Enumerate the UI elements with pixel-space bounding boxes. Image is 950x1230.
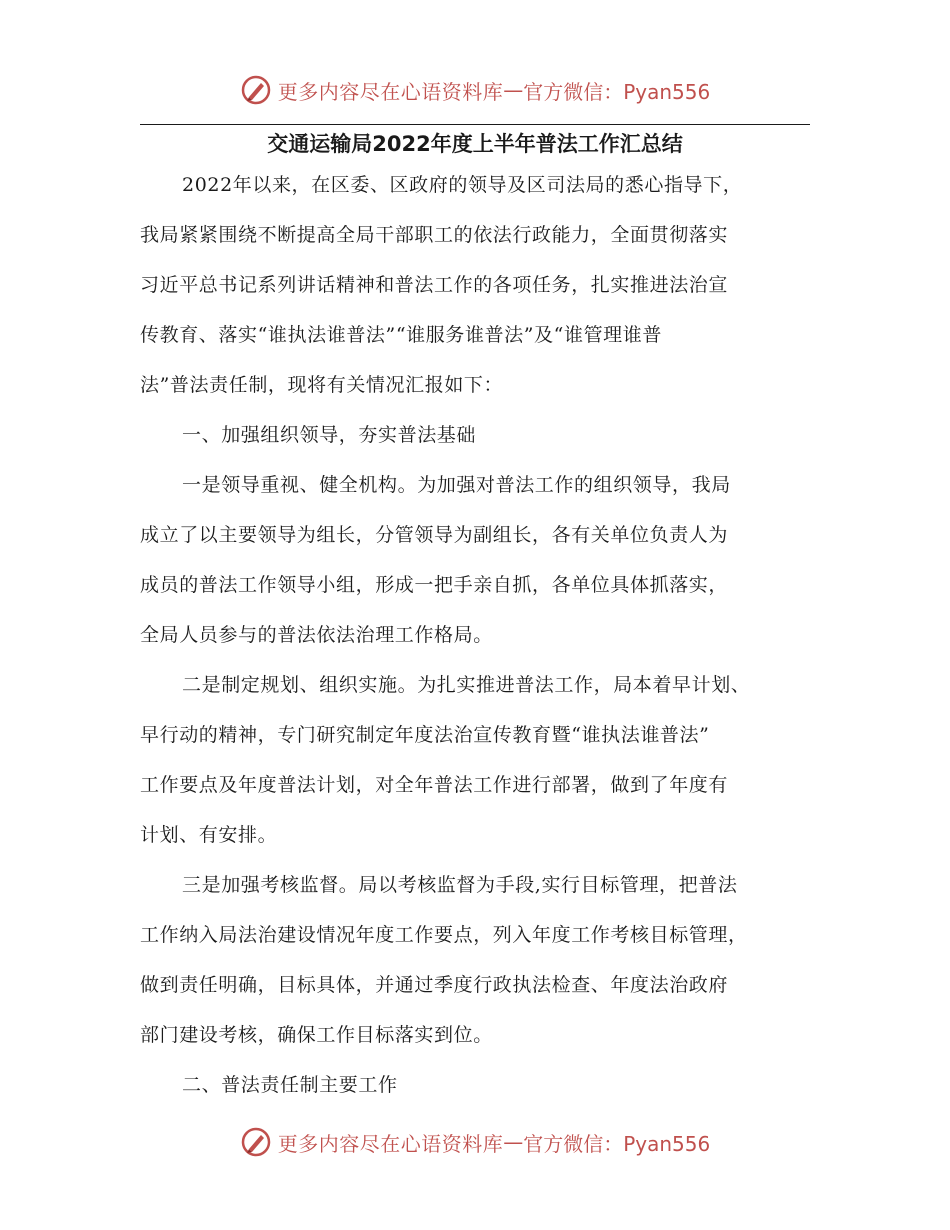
body-line: 我局紧紧围绕不断提高全局干部职工的依法行政能力，全面贯彻落实 [140,224,729,246]
body-line: 成员的普法工作领导小组，形成一把手亲自抓，各单位具体抓落实， [140,574,729,596]
body-line: 工作纳入局法治建设情况年度工作要点，列入年度工作考核目标管理， [140,924,748,946]
header-wechat-text: 官方微信：Pyan556 [523,79,711,104]
header-site-text: 更多内容尽在心语资料库 [277,79,504,104]
body-line: 全局人员参与的普法依法治理工作格局。 [140,624,493,646]
section-heading: 一、加强组织领导，夯实普法基础 [182,424,477,446]
body-line: 传教育、落实“谁执法谁普法”“谁服务谁普法”及“谁管理谁普 [140,324,662,346]
body-line: 计划、有安排。 [140,824,278,846]
footer-separator: — [503,1130,524,1154]
document-body [140,150,810,1100]
body-line: 法”普法责任制，现将有关情况汇报如下： [140,374,504,396]
footer-wechat-text: 官方微信：Pyan556 [523,1131,711,1156]
document-title: 交通运输局2022年度上半年普法工作汇总结 [267,132,683,156]
body-line: 一是领导重视、健全机构。为加强对普法工作的组织领导，我局 [182,474,731,496]
body-line: 习近平总书记系列讲话精神和普法工作的各项任务，扎实推进法治宣 [140,274,729,296]
section-heading: 二、普法责任制主要工作 [182,1074,398,1096]
header-banner [0,70,950,110]
body-line: 工作要点及年度普法计划，对全年普法工作进行部署，做到了年度有 [140,774,729,796]
header-separator: — [503,78,524,102]
body-line: 成立了以主要领导为组长，分管领导为副组长，各有关单位负责人为 [140,524,729,546]
header-rule [140,124,810,125]
body-line: 早行动的精神，专门研究制定年度法治宣传教育暨“谁执法谁普法” [140,724,710,746]
body-line: 2022年以来，在区委、区政府的领导及区司法局的悉心指导下， [182,174,743,196]
pen-logo-icon [240,1126,272,1158]
body-line: 部门建设考核，确保工作目标落实到位。 [140,1024,493,1046]
footer-banner [0,1122,950,1162]
body-line: 三是加强考核监督。局以考核监督为手段,实行目标管理，把普法 [182,874,738,896]
footer-site-text: 更多内容尽在心语资料库 [277,1131,504,1156]
body-line: 二是制定规划、组织实施。为扎实推进普法工作，局本着早计划、 [182,674,751,696]
body-line: 做到责任明确，目标具体，并通过季度行政执法检查、年度法治政府 [140,974,729,996]
pen-logo-icon [240,74,272,106]
